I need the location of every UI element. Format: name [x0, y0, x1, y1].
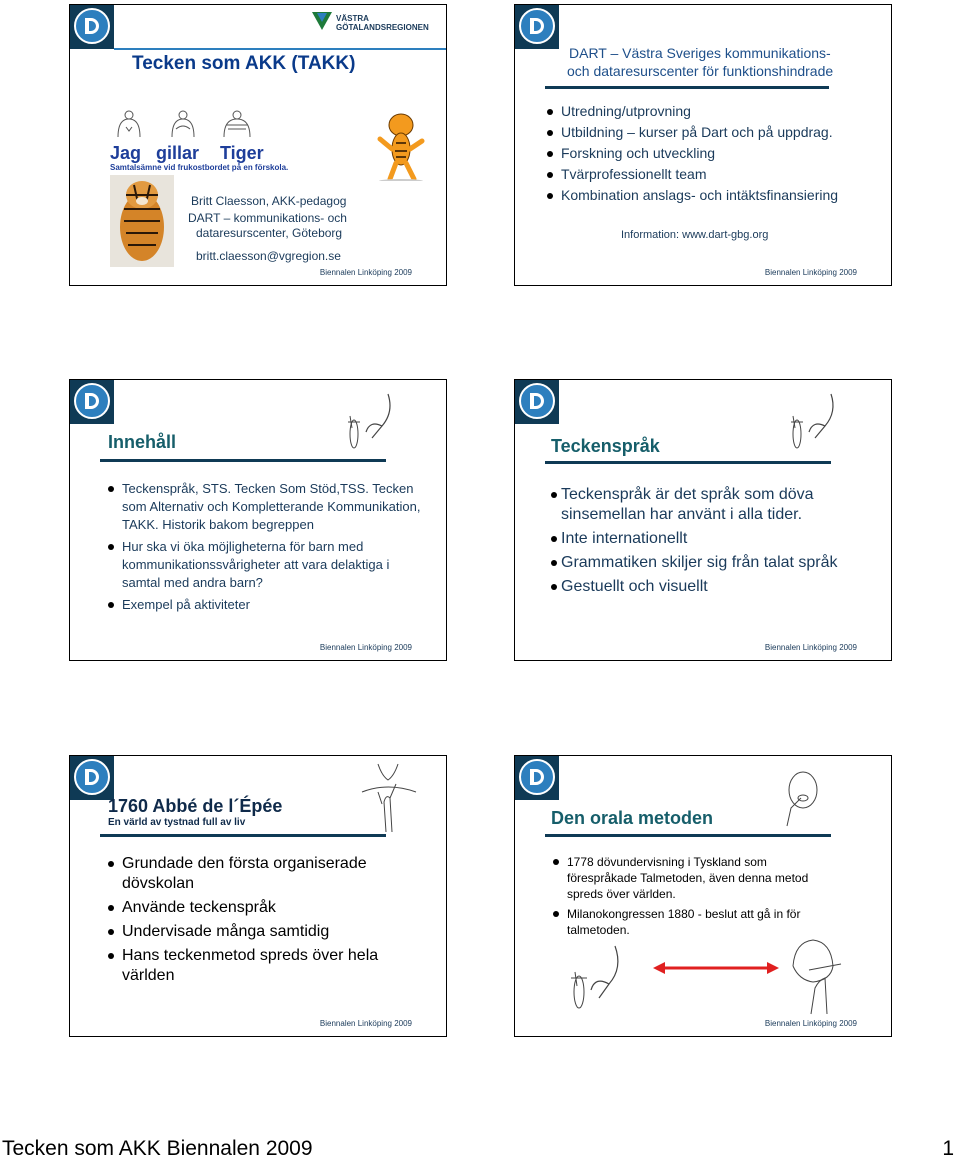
org-line-2: dataresurscenter, Göteborg [196, 226, 343, 240]
slide-footer: Biennalen Linköping 2009 [764, 268, 857, 277]
list-item: Hans teckenmetod spreds över hela världen [108, 946, 398, 986]
slide-footer: Biennalen Linköping 2009 [319, 1019, 412, 1028]
sign-word-tiger: Tiger [220, 143, 264, 163]
dart-logo-icon [74, 383, 110, 419]
title-underline [545, 461, 831, 464]
list-item: Tvärprofessionellt team [547, 164, 838, 185]
slide-header-bar [70, 756, 114, 800]
title-underline [114, 48, 447, 50]
slide-title: Innehåll [108, 432, 177, 452]
slide-footer: Biennalen Linköping 2009 [764, 1019, 857, 1028]
slide-header-bar [70, 380, 114, 424]
list-item: Teckenspråk, STS. Tecken Som Stöd,TSS. Tecken som Alternativ och Kompletterande Kommunikation, TAKK. Historik bakom begreppen [108, 480, 428, 534]
dart-logo-icon [519, 8, 555, 44]
slide-footer: Biennalen Linköping 2009 [319, 268, 412, 277]
list-item: Kombination anslags- och intäktsfinansiering [547, 185, 838, 206]
bullet-list [553, 854, 833, 938]
list-item: Gestuellt och visuellt [551, 577, 851, 597]
list-item: Använde teckenspråk [108, 898, 398, 918]
tigger-icon [374, 109, 428, 181]
slide-subtitle: En värld av tystnad full av liv [108, 817, 246, 828]
double-arrow-icon [651, 960, 781, 976]
list-item: Grammatiken skiljer sig från talat språk [551, 553, 851, 573]
dart-logo-icon [74, 759, 110, 795]
page-footer-title: Tecken som AKK Biennalen 2009 [2, 1137, 313, 1160]
vgr-logo-text: VÄSTRA GÖTALANDSREGIONEN [336, 14, 429, 32]
title-underline [100, 459, 386, 462]
slide-header-bar [515, 380, 559, 424]
slide-header-bar [515, 5, 559, 49]
sign-mouth-icon [777, 768, 827, 830]
list-item: Grundade den första organiserade dövskolan [108, 854, 398, 894]
list-item: Forskning och utveckling [547, 143, 838, 164]
list-item: 1778 dövundervisning i Tyskland som förespråkade Talmetoden, även denna metod spreds över världen. [553, 854, 833, 902]
list-item: Exempel på aktiviteter [108, 596, 428, 614]
org-line-1: DART – kommunikations- och [188, 211, 347, 225]
sign-mouth-icon [791, 936, 851, 1016]
slide-4 [514, 379, 892, 661]
title-underline [545, 834, 831, 837]
slide-footer: Biennalen Linköping 2009 [764, 643, 857, 652]
author-name: Britt Claesson, AKK-pedagog [191, 194, 347, 208]
sign-hands-icon [785, 392, 839, 454]
sign-tiger-icon [220, 109, 254, 139]
sign-jag-icon [114, 109, 144, 139]
sign-gillar-icon [168, 109, 198, 139]
bullet-list [108, 854, 398, 986]
slide-title-line-1: DART – Västra Sveriges kommunikations- [569, 45, 831, 61]
vgr-logo-icon [310, 10, 334, 34]
list-item: Utbildning – kurser på Dart och på uppdrag. [547, 122, 838, 143]
slide-5 [69, 755, 447, 1037]
list-item: Teckenspråk är det språk som döva sinsemellan har använt i alla tider. [551, 485, 851, 525]
slide-title-line-2: och dataresurscenter för funktionshindrade [567, 63, 834, 79]
slide-1 [69, 4, 447, 286]
bullet-list [108, 480, 428, 614]
title-underline [545, 86, 829, 89]
slide-header-bar [515, 756, 559, 800]
list-item: Hur ska vi öka möjligheterna för barn med kommunikationssvårigheter att vara delaktiga i samtal med andra barn? [108, 538, 428, 592]
list-item: Utredning/utprovning [547, 101, 838, 122]
slide-title: Tecken som AKK (TAKK) [132, 53, 356, 74]
slide-footer: Biennalen Linköping 2009 [319, 643, 412, 652]
tiger-photo [110, 175, 174, 267]
sign-hands-icon [342, 392, 396, 454]
author-email[interactable]: britt.claesson@vgregion.se [196, 249, 341, 263]
slide-6 [514, 755, 892, 1037]
sign-word-gillar: gillar [156, 143, 200, 163]
list-item: Inte internationellt [551, 529, 851, 549]
slide-title: Teckenspråk [551, 436, 660, 456]
slide-title: Den orala metoden [551, 808, 714, 828]
slide-3 [69, 379, 447, 661]
vgr-logo [310, 8, 440, 38]
bullet-list [551, 485, 851, 597]
info-link[interactable]: Information: www.dart-gbg.org [621, 229, 769, 241]
dart-logo-icon [74, 8, 110, 44]
slide-title: 1760 Abbé de l´Épée [108, 796, 283, 816]
sign-person-icon [360, 762, 418, 834]
slide-subtitle: Samtalsämne vid frukostbordet på en förskola. [110, 163, 289, 172]
slide-header-bar [70, 5, 114, 49]
dart-logo-icon [519, 383, 555, 419]
page-number: 1 [942, 1137, 954, 1160]
bullet-list [547, 101, 838, 206]
dart-logo-icon [519, 759, 555, 795]
list-item: Milanokongressen 1880 - beslut att gå in för talmetoden. [553, 906, 833, 938]
title-underline [100, 834, 386, 837]
slide-2 [514, 4, 892, 286]
sign-hands-icon [565, 944, 625, 1014]
list-item: Undervisade många samtidig [108, 922, 398, 942]
sign-word-jag: Jag [110, 143, 142, 163]
